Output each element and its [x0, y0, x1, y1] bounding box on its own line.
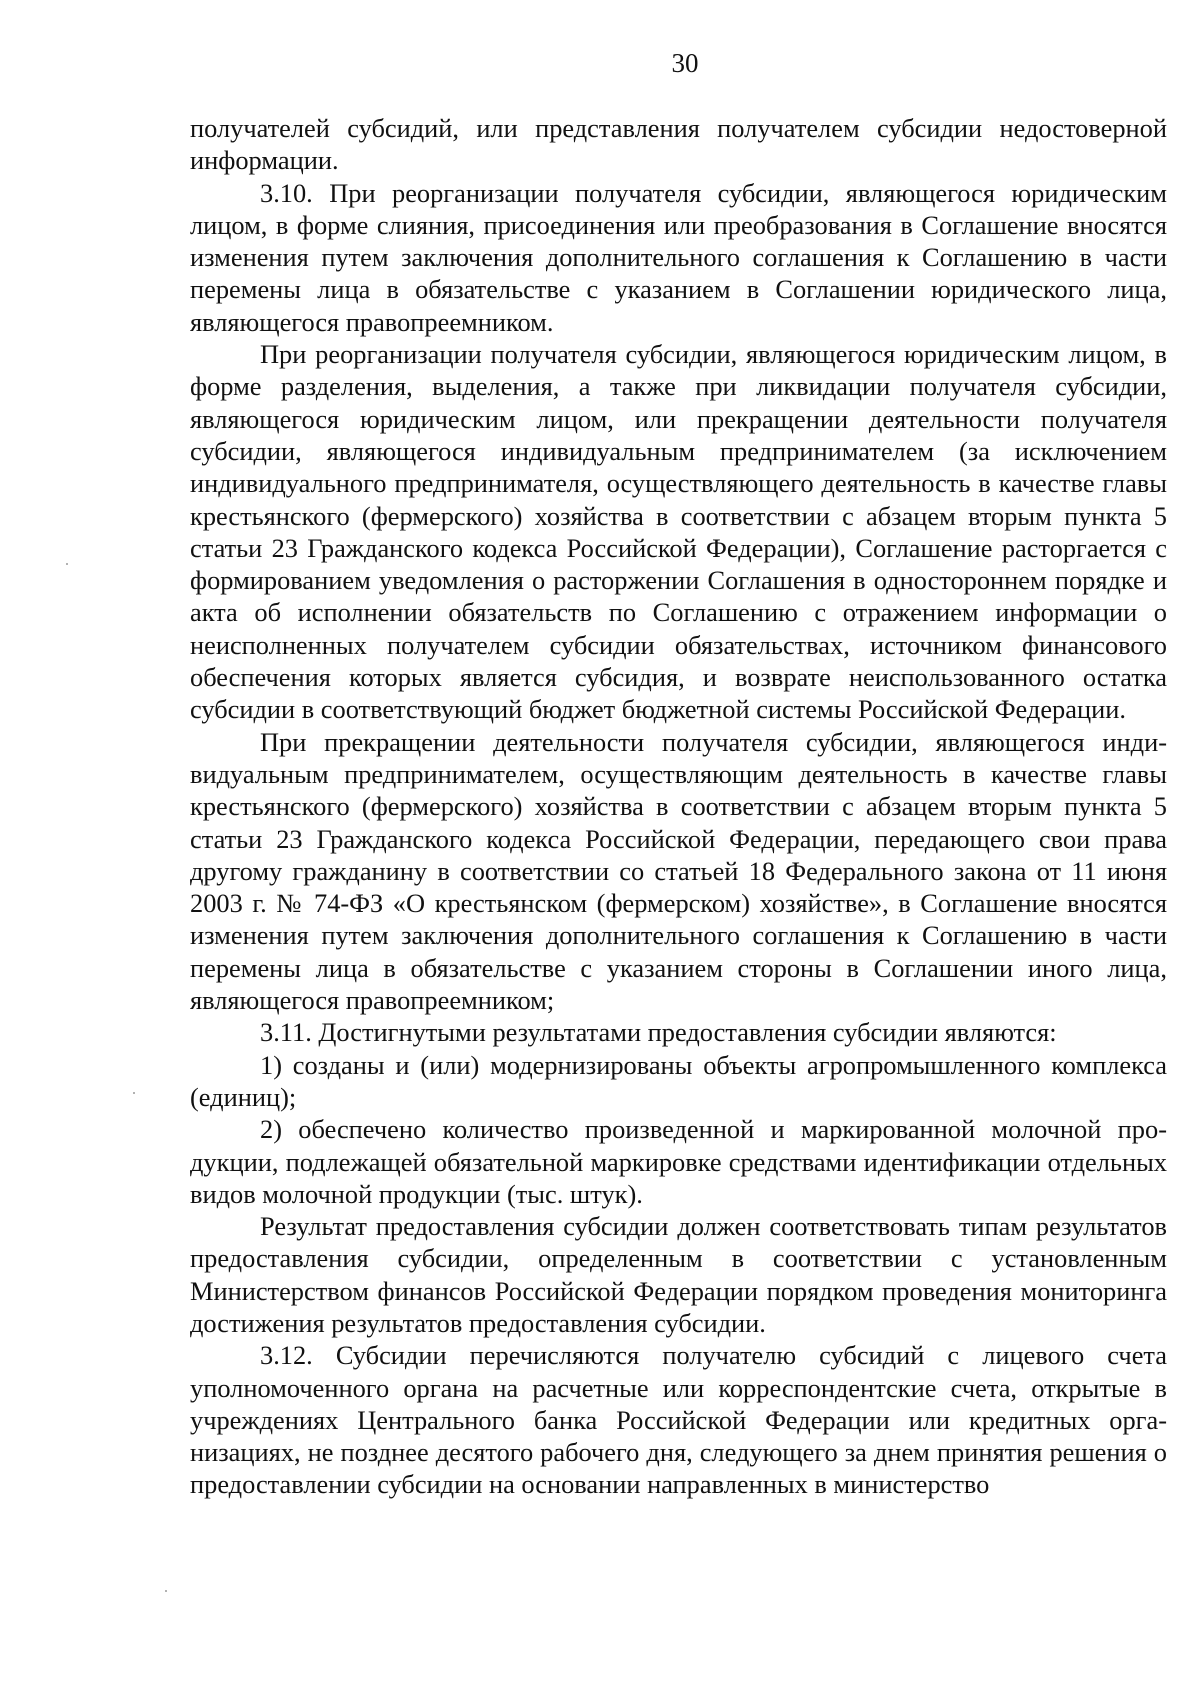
paragraph: 3.11. Достигнутыми результатами предоставления субсидии являются:: [260, 1017, 1057, 1048]
scan-speck: [133, 1092, 135, 1094]
paragraph: 3.12. Субсидии перечисляются получателю субсидий с лицевого счета уполномоченного органа на расчетные или корреспондентские счета, открытые в учреждениях Центрального банка Российской Федерации или кредитных организациях, не позднее десятого рабочего дня, следующего за днем принятия решения о предоставлении субсидии на основании направленных в министерство: [190, 1340, 1167, 1500]
paragraph: При реорганизации получателя субсидии, являющегося юридическим лицом, в форме разделения, выделения, а также при ликвидации получателя субсидии, являющегося юридическим лицом, или прекращении деятельности получателя субсидии, являющегося индивидуальным предпринимателем (за исключением индивидуального предпринимателя, осуществляющего деятельность в качестве главы крестьянского (фермерского) хозяйства в соответствии с абзацем вторым пункта 5 статьи 23 Гражданского кодекса Российской Федерации), Соглашение расторгается с формированием уведомления о расторжении Соглашения в одностороннем порядке и акта об исполнении обязательств по Соглашению с отражением информации о неисполненных получателем субсидии обязательствах, источником финансового обеспечения которых является субсидия, и возврате неиспользованного остатка субсидии в соответствующий бюджет бюджетной системы Российской Федерации.: [190, 339, 1167, 725]
paragraph: 2) обеспечено количество произведенной и маркированной молочной продукции, подлежащей обязательной маркировке средствами идентификации отдельных видов молочной продукции (тыс. штук).: [190, 1114, 1167, 1209]
paragraph: При прекращении деятельности получателя субсидии, являющегося индивидуальным предпринимателем, осуществляющим деятельность в качестве главы крестьянского (фермерского) хозяйства в соответствии с абзацем вторым пункта 5 статьи 23 Гражданского кодекса Российской Федерации, передающего свои права другому гражданину в соответствии со статьей 18 Федерального закона от 11 июня 2003 г. № 74-ФЗ «О крестьянском (фермерском) хозяйстве», в Соглашение вносятся изменения путем заключения дополнительного соглашения к Соглашению в части перемены лица в обязательстве с указанием стороны в Соглашении иного лица, являющегося правопреемником;: [190, 726, 1167, 1016]
scan-speck: [165, 1590, 167, 1592]
paragraph: 1) созданы и (или) модернизированы объекты агропромышленного комплекса (единиц);: [190, 1049, 1167, 1112]
scan-speck: [66, 563, 68, 565]
paragraph: получателей субсидий, или представления получателем субсидии недостоверной информации.: [190, 113, 1167, 176]
page-number: 30: [671, 48, 699, 78]
document-body: [190, 112, 1167, 1501]
paragraph: Результат предоставления субсидии должен соответствовать типам результатов предоставления субсидии, определенным в соответствии с установленным Министерством финансов Российской Федерации порядком проведения мониторинга достижения результатов предоставления субсидии.: [190, 1211, 1167, 1338]
paragraph: 3.10. При реорганизации получателя субсидии, являющегося юридическим лицом, в форме слияния, присоединения или преобразования в Соглашение вносятся изменения путем заключения дополнительного соглашения к Соглашению в части перемены лица в обязательстве с указанием в Соглашении юридического лица, являющегося правопреемником.: [190, 177, 1167, 337]
